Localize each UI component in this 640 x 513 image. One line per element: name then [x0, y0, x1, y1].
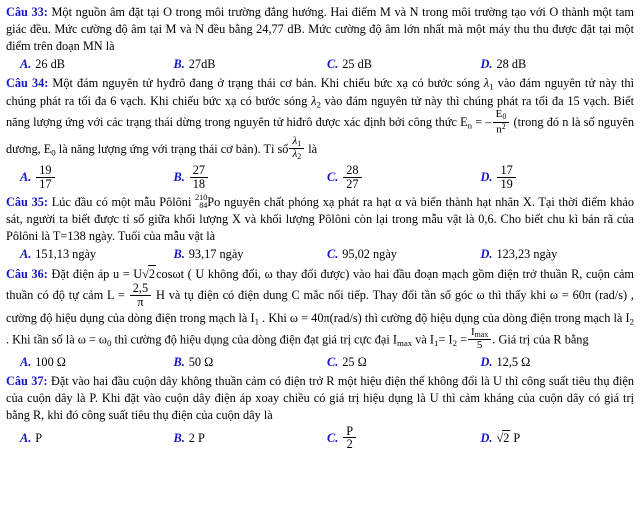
current-subscript-1b: 1: [434, 337, 439, 348]
question-statement-36-part5: . Khi tần số là ω = ω: [6, 331, 107, 346]
option-letter: D.: [480, 354, 493, 369]
option-text: 95,02 ngày: [342, 247, 397, 262]
option-letter: B.: [173, 170, 185, 185]
option-c-34[interactable]: [327, 162, 481, 192]
option-a-34[interactable]: [6, 162, 174, 192]
option-d-33[interactable]: [481, 57, 635, 73]
option-d-34[interactable]: [480, 162, 635, 192]
option-b-34[interactable]: [173, 162, 328, 192]
option-fraction: $\frac{19}{17}$: [36, 164, 54, 191]
lambda-2-symbol: $\lambda_2$: [311, 93, 321, 110]
question-block-33: [6, 4, 634, 73]
current-subscript-2: 2: [629, 316, 634, 327]
option-letter: D.: [480, 170, 493, 185]
option-letter: A.: [20, 56, 32, 71]
energy-subscript-n: n: [467, 120, 473, 131]
option-d-35[interactable]: [481, 247, 635, 263]
sqrt-two-p-symbol: √2: [496, 431, 510, 446]
question-block-37: [6, 373, 634, 453]
option-letter: C.: [327, 247, 339, 262]
energy-subscript-zero: 0: [51, 147, 56, 158]
option-letter: C.: [327, 430, 339, 445]
option-letter: C.: [327, 170, 339, 185]
option-text: 26 dB: [35, 56, 66, 71]
option-letter: A.: [20, 354, 32, 369]
answer-options-37: [6, 423, 634, 453]
option-fraction: $\frac{28}{27}$: [343, 164, 361, 191]
answer-options-35: [6, 247, 634, 263]
inductance-fraction: $\frac{2,5}{\pi}$: [130, 282, 151, 309]
question-text-33: [6, 4, 634, 55]
answer-options-36: [6, 355, 634, 371]
question-statement-36-part4: . Khi ω = 40π(rad/s) thì cường độ hiệu dụng của dòng điện trong mạch là I: [262, 310, 630, 325]
option-letter: A.: [20, 430, 32, 445]
question-text-37: [6, 373, 634, 424]
option-letter: B.: [173, 56, 185, 71]
question-statement-36-part2: cosωt ( U không đổi, ω thay đổi được) vào hai đầu đoạn mạch gồm điện trở thuần R, cuộn cảm thuần có độ tự cảm L =: [6, 267, 634, 303]
option-d-37[interactable]: [481, 426, 635, 453]
option-text: P: [513, 430, 521, 445]
question-label-36: Câu 36:: [6, 267, 48, 282]
question-statement-34-part5: (trong đó n là số nguyên dương, E: [6, 115, 634, 156]
question-label-33: Câu 33:: [6, 5, 48, 19]
current-subscript-2b: 2: [452, 337, 457, 348]
question-statement-34-part4: = –: [475, 115, 492, 130]
option-text: 28 dB: [496, 56, 527, 71]
option-letter: C.: [327, 354, 339, 369]
option-text: 123,23 ngày: [496, 247, 558, 262]
energy-formula-fraction: $\frac{E_0}{n^2}$: [493, 109, 510, 136]
option-text: 50 Ω: [188, 354, 214, 369]
question-statement-35-part2: nguyên chất phóng xạ phát ra hạt α và biến thành hạt nhân X. Tại thời điểm khảo sát, người ta biết được tỉ số giữa khối lượng X và khối lượng Pôlôni còn lại trong mẫu vật là 0,6. Cho biết chu kì bán rã của Pôlôni là T=138 ngày. Tuổi của mẫu vật là: [6, 194, 634, 244]
question-statement-37: Đặt vào hai đầu cuộn dây không thuần cảm có điện trở R một hiệu điện thế không đổi là U thì công suất tiêu thụ điện của cuộn dây là P. Khi đặt vào cuộn dây điện áp xoay chiều có giá trị hiệu dụng là U thì cảm kháng của cuộn dây có giá trị bằng R, khi đó công suất tiêu thụ điện của cuộn dây là: [6, 373, 634, 422]
option-text: 100 Ω: [35, 354, 66, 369]
question-text-34: [6, 75, 634, 163]
option-a-37[interactable]: [6, 426, 174, 453]
option-text: 93,17 ngày: [188, 247, 244, 262]
current-subscript-1: 1: [254, 316, 260, 327]
option-d-36[interactable]: [481, 355, 635, 371]
current-subscript-max: max: [396, 337, 413, 348]
polonium-isotope-notation: 210 84 Po: [195, 192, 221, 211]
question-block-34: [6, 75, 634, 192]
option-c-35[interactable]: [327, 247, 481, 263]
question-statement-35-part1: Lúc đầu có một mẫu Pôlôni: [51, 194, 192, 209]
option-fraction: $\frac{27}{18}$: [190, 164, 208, 191]
imax-over-five-fraction: $\frac{I_{max}}{5}$: [468, 327, 491, 352]
question-text-35: [6, 194, 634, 245]
lambda-1-symbol: $\lambda_1$: [483, 75, 494, 92]
option-a-33[interactable]: [6, 57, 174, 73]
option-text: 25 dB: [342, 56, 373, 71]
question-statement-33: Một nguồn âm đặt tại O trong môi trường đẳng hướng. Hai điểm M và N trong môi trường tạo với O thành một tam giác đều. Mức cường độ âm tại M và N đều bằng 24,77 dB. Mức cường độ âm lớn nhất mà một máy thu thu được đặt tại một điểm trên đoạn MN là: [6, 5, 635, 53]
option-letter: B.: [173, 354, 185, 369]
question-block-36: [6, 265, 634, 371]
omega-subscript-0: 0: [107, 337, 112, 348]
question-statement-34-part7: là: [308, 141, 318, 156]
option-text: 25 Ω: [342, 354, 367, 369]
option-b-37[interactable]: [174, 426, 328, 453]
option-letter: C.: [327, 56, 339, 71]
question-statement-36-part7: và I: [415, 331, 435, 346]
answer-options-34: [6, 162, 634, 192]
question-statement-36-part1: Đặt điện áp u = U: [51, 267, 143, 282]
lambda-ratio-fraction: $\frac{\lambda_1}{\lambda_2}$: [289, 136, 304, 162]
option-letter: D.: [480, 56, 493, 71]
question-statement-34-part1: Một đám nguyên tử hyđrô đang ở trạng thái cơ bản. Khi chiếu bức xạ có bước sóng: [52, 75, 480, 90]
question-block-35: [6, 194, 634, 263]
option-b-35[interactable]: [174, 247, 328, 263]
option-c-33[interactable]: [327, 57, 481, 73]
question-statement-34-part6: là năng lượng ứng với trạng thái cơ bản). Tỉ số: [58, 141, 289, 156]
option-letter: A.: [20, 170, 32, 185]
question-statement-36-part8: = I: [438, 331, 453, 346]
question-statement-36-part6: thì cường độ hiệu dụng của dòng điện đạt giá trị cực đại I: [114, 331, 397, 346]
question-text-36: [6, 265, 634, 353]
option-b-33[interactable]: [174, 57, 328, 73]
question-statement-34-part3: vào đám nguyên tử này thì chúng phát ra tối đa 15 vạch. Biết năng lượng ứng với các trạng thái dừng trong nguyên tử hiđrô được xác định bởi công thức E: [6, 93, 635, 130]
option-text: P: [35, 430, 43, 445]
option-text: 2 P: [188, 430, 205, 445]
question-statement-36-part10: . Giá trị của R bằng: [492, 331, 589, 346]
option-letter: B.: [173, 247, 185, 262]
sqrt-two-symbol: √2: [142, 267, 156, 282]
option-a-36[interactable]: [6, 355, 174, 371]
question-statement-36-part9: =: [460, 331, 467, 346]
option-text: 27dB: [188, 56, 216, 71]
option-letter: B.: [173, 430, 185, 445]
question-label-35: Câu 35:: [6, 194, 49, 209]
option-c-36[interactable]: [327, 355, 481, 371]
question-statement-34-part2: vào đám nguyên tử này thì chúng phát ra tối đa 6 vạch. Khi chiếu bức xạ có bước sóng: [6, 75, 634, 108]
question-label-37: Câu 37:: [6, 373, 48, 388]
option-letter: A.: [20, 247, 32, 262]
option-text: 151,13 ngày: [35, 247, 97, 262]
option-letter: D.: [480, 430, 493, 445]
option-c-37[interactable]: [327, 423, 481, 453]
answer-options-33: [6, 57, 634, 73]
option-fraction: $\frac{P}{2}$: [343, 425, 356, 452]
option-fraction: $\frac{17}{19}$: [497, 164, 515, 191]
option-text: 12,5 Ω: [496, 354, 531, 369]
option-b-36[interactable]: [174, 355, 328, 371]
question-label-34: Câu 34:: [6, 75, 49, 90]
option-a-35[interactable]: [6, 247, 174, 263]
question-statement-36-part3: H và tụ điện có điện dung C mắc nối tiếp. Thay đổi tần số góc ω thì thấy khi ω = 60π (rad/s) , cường độ hiệu dụng của dòng điện trong mạch là I: [6, 288, 634, 325]
option-letter: D.: [480, 247, 493, 262]
